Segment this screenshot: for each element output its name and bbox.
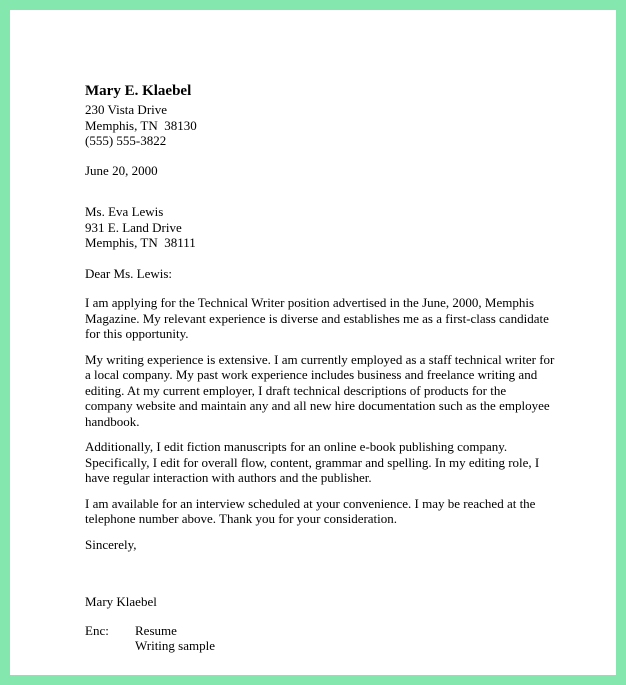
salutation: Dear Ms. Lewis: bbox=[85, 265, 173, 281]
enclosures-block bbox=[85, 623, 556, 654]
enclosure-item-2: Writing sample bbox=[135, 638, 215, 653]
sender-block bbox=[85, 82, 556, 149]
letter-document bbox=[10, 10, 616, 675]
signature-name: Mary Klaebel bbox=[85, 594, 157, 609]
recipient-block bbox=[85, 204, 556, 251]
letter-date: June 20, 2000 bbox=[85, 162, 158, 178]
enclosure-label: Enc: bbox=[85, 622, 109, 638]
recipient-address-line-1: 931 E. Land Drive bbox=[85, 219, 182, 235]
recipient-address-line-2: Memphis, TN 38111 bbox=[85, 235, 196, 250]
body-paragraph-2: My writing experience is extensive. I am currently employed as a staff technical writer for a local company. My past work experience includes business and freelance writing and editing. At my current employer, I draft technical descriptions of products for the company website and maintain any and all new hire documentation such as the employee handbook. bbox=[85, 351, 555, 429]
body-paragraph-3: Additionally, I edit fiction manuscripts for an online e-book publishing company. Specifically, I edit for overall flow, content, grammar and spelling. In my editing role, I have regular interaction with authors and the publisher. bbox=[85, 439, 540, 485]
sender-name: Mary E. Klaebel bbox=[85, 83, 192, 99]
body-paragraph-1: I am applying for the Technical Writer position advertised in the June, 2000, Memphis Magazine. My relevant experience is diverse and establishes me as a first-class candidate for this opportunity. bbox=[85, 295, 549, 341]
enclosure-items bbox=[135, 623, 215, 654]
sender-phone: (555) 555-3822 bbox=[85, 133, 167, 148]
recipient-name: Ms. Eva Lewis bbox=[85, 204, 164, 219]
sender-address-line-2: Memphis, TN 38130 bbox=[85, 117, 197, 133]
closing: Sincerely, bbox=[85, 536, 137, 552]
sender-address-line-1: 230 Vista Drive bbox=[85, 102, 168, 117]
enclosure-item-1: Resume bbox=[135, 622, 177, 638]
body-paragraph-4: I am available for an interview scheduled at your convenience. I may be reached at the telephone number above. Thank you for your consideration. bbox=[85, 495, 536, 526]
